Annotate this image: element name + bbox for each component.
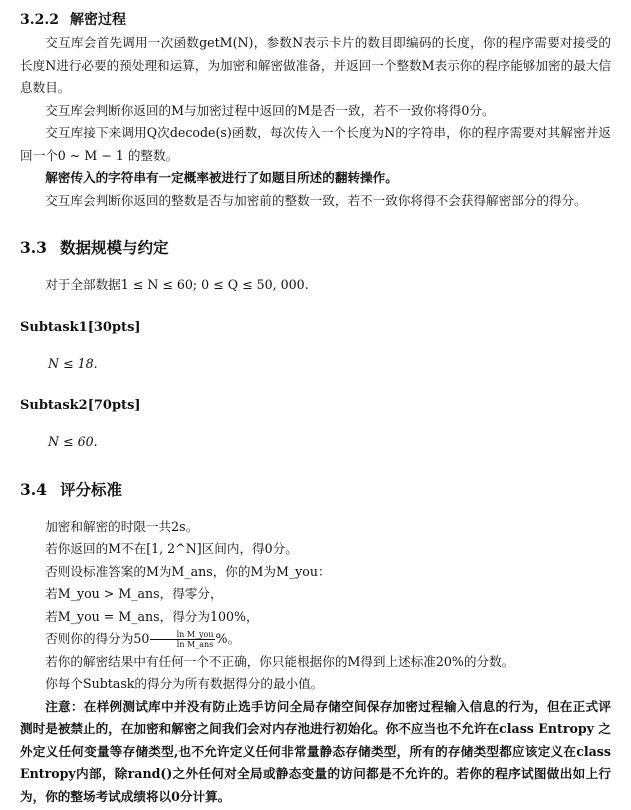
scoring-subtask-min-rule: 你每个Subtask的得分为所有数据得分的最小值。 bbox=[45, 676, 324, 691]
section-number: 3.4 bbox=[20, 479, 47, 499]
scoring-formula-prefix: 否则你的得分为50 bbox=[45, 631, 150, 646]
scoring-greater-rule: 若M_you > M_ans，得零分， bbox=[45, 586, 223, 601]
section-title: 数据规模与约定 bbox=[60, 238, 169, 257]
scoring-equal-rule: 若M_you = M_ans，得分为100%， bbox=[45, 608, 259, 624]
subtask2-label: Subtask2[70pts] bbox=[20, 398, 141, 413]
section-heading-3-4 bbox=[20, 478, 611, 502]
fraction-numerator: ln M_you bbox=[150, 630, 214, 640]
paragraph-getm: 交互库会首先调用一次函数getM(N)，参数N表示卡片的数目即编码的长度，你的程序需要对接受的长度N进行必要的预处理和运算，为加密和解密做准备，并返回一个整数M表示你的程序能够加密的最大信息数目。 bbox=[20, 35, 611, 95]
subtask2-condition: N ≤ 60. bbox=[48, 434, 98, 449]
scoring-formula-suffix: %。 bbox=[215, 631, 241, 646]
scoring-decode-error-rule: 若你的解密结果中有任何一个不正确，你只能根据你的M得到上述标准20%的分数。 bbox=[45, 653, 515, 669]
section-heading-3-2-2 bbox=[20, 8, 611, 32]
section-title: 解密过程 bbox=[70, 12, 126, 28]
section-number: 3.2.2 bbox=[20, 12, 59, 28]
paragraph-data-range: 对于全部数据1 ≤ N ≤ 60; 0 ≤ Q ≤ 50, 000. bbox=[45, 277, 309, 292]
section-heading-3-3 bbox=[20, 236, 611, 260]
section-title: 评分标准 bbox=[60, 479, 123, 499]
section-number: 3.3 bbox=[20, 238, 47, 257]
scoring-formula bbox=[20, 628, 611, 651]
scoring-range-rule: 若你返回的M不在[1, 2^N]区间内，得0分。 bbox=[45, 541, 298, 556]
scoring-definition: 否则设标准答案的M为M_ans，你的M为M_you： bbox=[45, 563, 331, 579]
fraction-denominator: ln M_ans bbox=[176, 640, 214, 649]
attention-note: 注意：在样例测试库中并没有防止选手访问全局存储空间保存加密过程输入信息的行为，但在正式评测时是被禁止的，在加密和解密之间我们会对内存池进行初始化。你不应当也不允许在class Entropy 之外定义任何变量等存储类型,也不允许定义任何非常量静态存储类型，所有的存储类型都应该定义在class Entropy内部，除rand()之外任何对全局或静态变量的访问都是不允许的。若你的程序试图做出如上行为，你的整场考试成绩将以0分计算。 bbox=[20, 698, 611, 804]
subtask1-label: Subtask1[30pts] bbox=[20, 319, 141, 335]
paragraph-decode-check: 交互库会判断你返回的整数是否与加密前的整数一致，若不一致你将得不会获得解密部分的得分。 bbox=[45, 192, 587, 208]
paragraph-decode: 交互库接下来调用Q次decode(s)函数，每次传入一个长度为N的字符串，你的程序需要对其解密并返回一个0 ~ M − 1 的整数。 bbox=[20, 125, 611, 163]
paragraph-flip-note: 解密传入的字符串有一定概率被进行了如题目所述的翻转操作。 bbox=[45, 170, 398, 185]
scoring-time-limit: 加密和解密的时限一共2s。 bbox=[45, 518, 199, 534]
subtask1-condition: N ≤ 18. bbox=[48, 355, 98, 371]
paragraph-m-check: 交互库会判断你返回的M与加密过程中返回的M是否一致，若不一致你将得0分。 bbox=[45, 102, 495, 118]
log-ratio-fraction bbox=[150, 630, 214, 649]
